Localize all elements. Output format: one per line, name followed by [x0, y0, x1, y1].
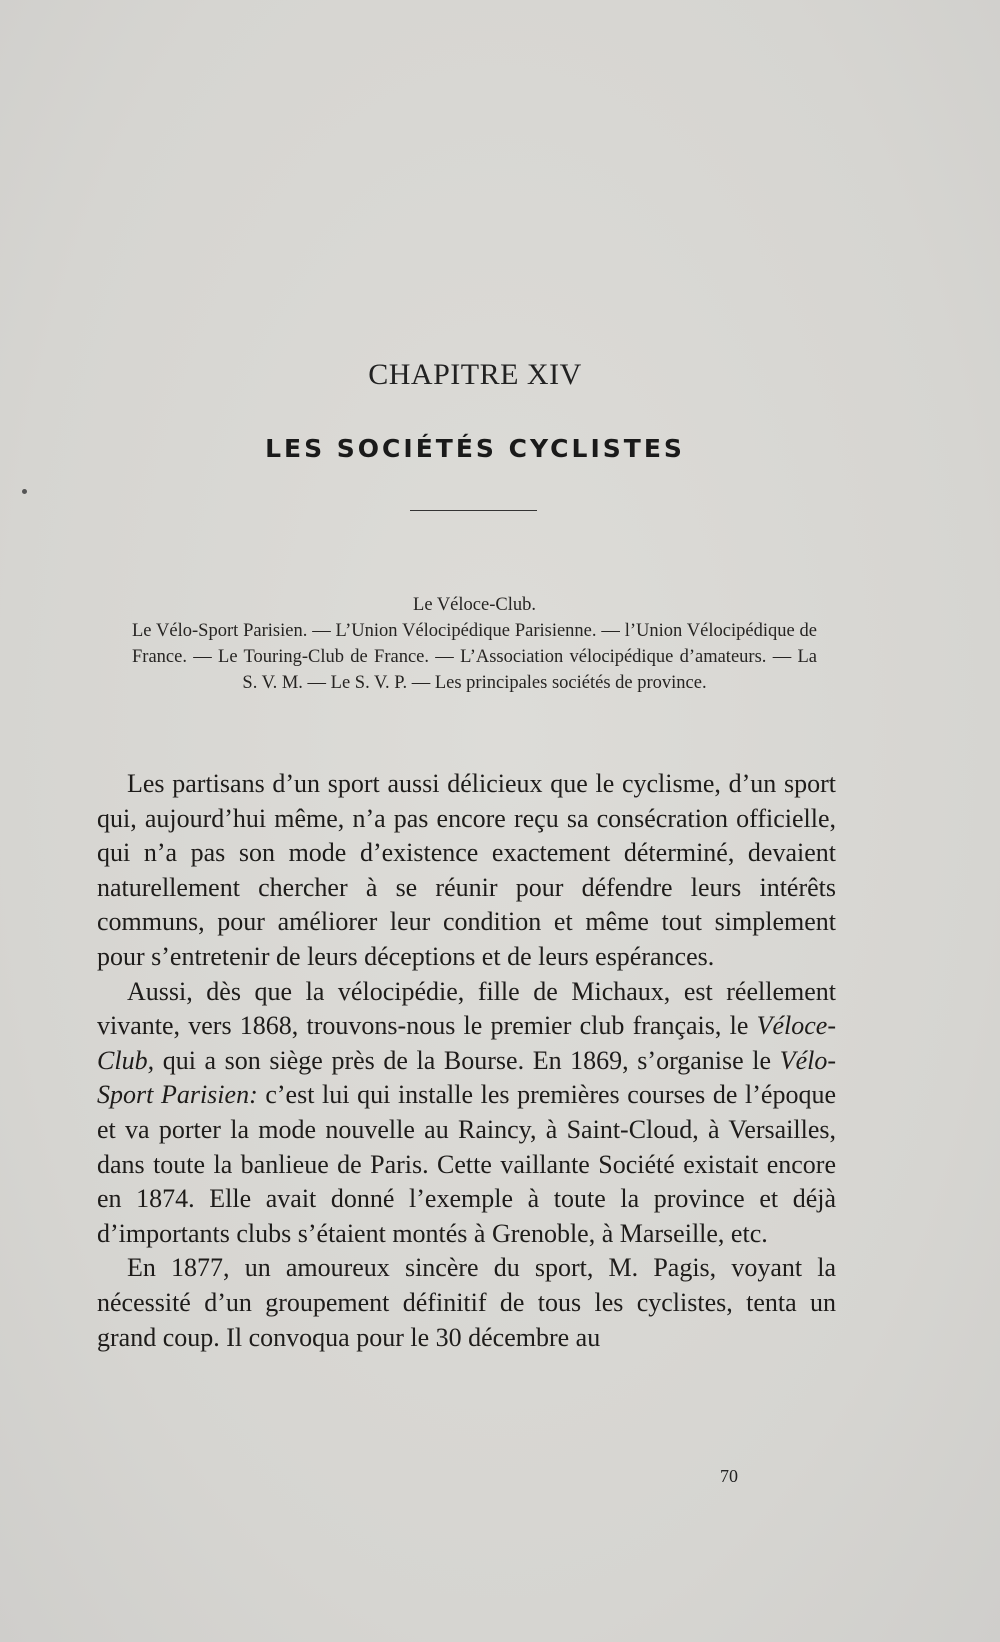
- summary-text: Le Vélo-Sport Parisien. — L’Union Vélocipédique Parisienne. — l’Union Vélocipédique de France. — Le Touring-Club de France. — L’Association vélocipédique d’amateurs. — La S. V. M. — Le S. V. P. — Les principales sociétés de province.: [132, 621, 817, 693]
- body-text: [97, 767, 836, 1355]
- paragraph-2-text-e: c’est lui qui installe les premières courses de l’époque et va porter la mode nouvelle au Raincy, à Saint-Cloud, à Versailles, dans toute la banlieue de Paris. Cette vaillante Société existait encore en 1874. Elle avait donné l’exemple à toute la province et déjà d’importants clubs s’étaient montés à Grenoble, à Marseille, etc.: [97, 1080, 836, 1248]
- chapter-summary: [132, 592, 817, 696]
- paragraph-2: [97, 975, 836, 1252]
- title-divider: [410, 510, 537, 511]
- chapter-heading: CHAPITRE XIV: [368, 358, 582, 391]
- paragraph-3: En 1877, un amoureux sincère du sport, M. Pagis, voyant la nécessité d’un groupement définitif de tous les cyclistes, tenta un grand coup. Il convoqua pour le 30 décembre au: [97, 1253, 836, 1352]
- paragraph-2-society-name: Vélo-Sport Parisien:: [97, 1045, 836, 1110]
- summary-first-line: Le Véloce-Club.: [413, 595, 536, 615]
- page-number: 70: [720, 1466, 738, 1486]
- paragraph-2-text-c: qui a son siège près de la Bourse. En 1869, s’organise le: [154, 1045, 780, 1075]
- paragraph-1: Les partisans d’un sport aussi délicieux que le cyclisme, d’un sport qui, aujourd’hui même, n’a pas encore reçu sa consécration officielle, qui n’a pas son mode d’existence exactement déterminé, devaient naturellement chercher à se réunir pour défendre leurs intérêts communs, pour améliorer leur condition et même tout simplement pour s’entretenir de leurs déceptions et de leurs espérances.: [97, 769, 836, 971]
- chapter-title: LES SOCIÉTÉS CYCLISTES: [265, 434, 685, 463]
- ink-speck: [22, 489, 27, 494]
- paragraph-2-text-a: Aussi, dès que la vélocipédie, fille de Michaux, est réellement vivante, vers 1868, trouvons-nous le premier club français, le: [97, 976, 836, 1041]
- paragraph-2-club-name: Véloce-Club,: [97, 1011, 836, 1075]
